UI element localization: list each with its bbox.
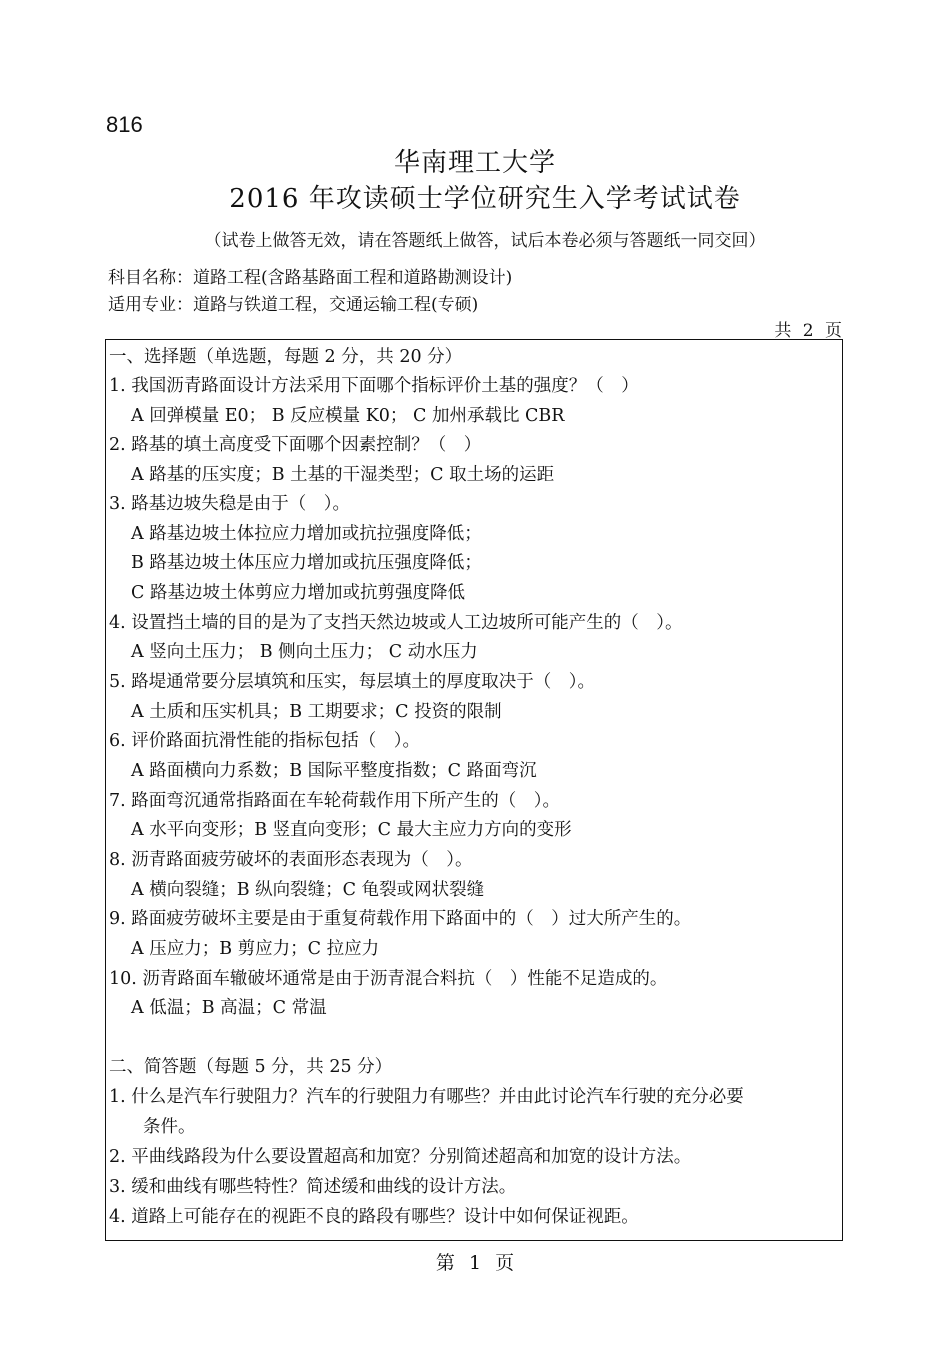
exam-notice: （试卷上做答无效，请在答题纸上做答，试后本卷必须与答题纸一同交回） — [204, 231, 766, 251]
page-count: 共 2 页 — [774, 321, 842, 341]
question-3-option-a: A 路基边坡土体拉应力增加或抗拉强度降低； — [131, 524, 482, 544]
question-5-options: A 土质和压实机具；B 工期要求；C 投资的限制 — [131, 702, 502, 722]
question-3-option-c: C 路基边坡土体剪应力增加或抗剪强度降低 — [131, 583, 465, 603]
question-4: 4. 设置挡土墙的目的是为了支挡天然边坡或人工边坡所可能产生的（ ）。 — [109, 613, 683, 633]
university-name: 华南理工大学 — [393, 148, 556, 178]
question-6-options: A 路面横向力系数；B 国际平整度指数；C 路面弯沉 — [131, 761, 537, 781]
question-3-option-b: B 路基边坡土体压应力增加或抗压强度降低； — [131, 553, 482, 573]
question-4-options: A 竖向土压力； B 侧向土压力； C 动水压力 — [131, 642, 478, 662]
exam-title: 2016 年攻读硕士学位研究生入学考试试卷 — [229, 184, 741, 214]
short-question-4: 4. 道路上可能存在的视距不良的路段有哪些？设计中如何保证视距。 — [109, 1207, 639, 1227]
question-1-options: A 回弹模量 E0； B 反应模量 K0； C 加州承载比 CBR — [131, 406, 565, 426]
question-6: 6. 评价路面抗滑性能的指标包括（ ）。 — [109, 731, 421, 751]
question-7: 7. 路面弯沉通常指路面在车轮荷载作用下所产生的（ ）。 — [109, 791, 561, 811]
question-9-options: A 压应力；B 剪应力；C 拉应力 — [131, 939, 380, 959]
question-3: 3. 路基边坡失稳是由于（ ）。 — [109, 494, 351, 514]
question-9: 9. 路面疲劳破坏主要是由于重复荷载作用下路面中的（ ）过大所产生的。 — [109, 909, 692, 929]
short-question-3: 3. 缓和曲线有哪些特性？简述缓和曲线的设计方法。 — [109, 1177, 517, 1197]
question-5: 5. 路堤通常要分层填筑和压实，每层填土的厚度取决于（ ）。 — [109, 672, 596, 692]
question-7-options: A 水平向变形；B 竖直向变形；C 最大主应力方向的变形 — [131, 820, 572, 840]
subject-line: 科目名称：道路工程(含路基路面工程和道路勘测设计) — [108, 268, 513, 288]
short-question-1-cont: 条件。 — [143, 1117, 196, 1137]
exam-code: 816 — [106, 112, 143, 137]
question-2-options: A 路基的压实度；B 土基的干湿类型；C 取土场的运距 — [131, 465, 555, 485]
question-2: 2. 路基的填土高度受下面哪个因素控制？（ ） — [109, 435, 482, 455]
page-footer: 第 1 页 — [435, 1252, 515, 1274]
section1-heading: 一、选择题（单选题，每题 2 分，共 20 分） — [109, 347, 463, 367]
major-line: 适用专业：道路与铁道工程，交通运输工程(专硕) — [108, 295, 479, 315]
section2-heading: 二、简答题（每题 5 分，共 25 分） — [109, 1057, 393, 1077]
question-10: 10. 沥青路面车辙破坏通常是由于沥青混合料抗（ ）性能不足造成的。 — [109, 969, 668, 989]
short-question-2: 2. 平曲线路段为什么要设置超高和加宽？分别简述超高和加宽的设计方法。 — [109, 1147, 692, 1167]
question-8-options: A 横向裂缝；B 纵向裂缝；C 龟裂或网状裂缝 — [131, 880, 485, 900]
question-1: 1. 我国沥青路面设计方法采用下面哪个指标评价土基的强度？（ ） — [109, 376, 639, 396]
question-10-options: A 低温；B 高温；C 常温 — [131, 998, 327, 1018]
short-question-1: 1. 什么是汽车行驶阻力？汽车的行驶阻力有哪些？并由此讨论汽车行驶的充分必要 — [109, 1087, 744, 1107]
question-box — [105, 339, 843, 1241]
question-8: 8. 沥青路面疲劳破坏的表面形态表现为（ ）。 — [109, 850, 473, 870]
